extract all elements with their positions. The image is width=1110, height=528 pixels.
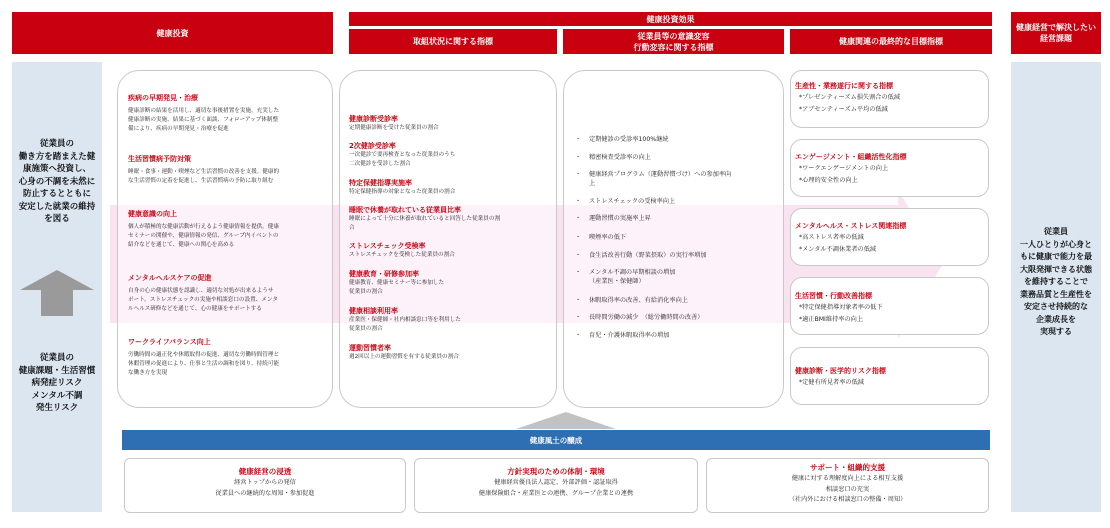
col1-desc: 睡眠によって十分に休養が取れていると回答した従業員の割 合 [349,216,501,231]
col1-title: 2次健診受診率 [349,142,396,150]
col1-desc: 一次健診で要再検査となった従業員のうち 二次健診を受診した割合 [349,152,456,167]
header-right: 健康経営で解決したい経営課題 [1011,12,1101,54]
col1-item [349,178,553,197]
investment-item [128,209,328,250]
col3-box [790,347,989,405]
col1-title: 睡眠で休養が取れている従業員比率 [349,206,461,214]
col2-item: ・ 精密検査受診率の向上 [575,154,651,161]
col2-item-text: 長時間労働の減少 （総労働時間の改善） [589,314,704,321]
col1-title: 健康教育・研修参加率 [349,270,419,278]
foundation-box-title: 方針実現のための体制・環境 [507,467,605,476]
investment-desc: 睡眠・食事・運動・喫煙など生活習慣の改善を支援。健康的 な生活習慣の定着を促進し、生活習慣病の予防に取り組む [128,169,280,184]
header-col2-line1: 従業員等の意識変容 [637,31,710,41]
investment-title: 疾病の早期発見・治療 [128,94,198,102]
col3-bullet: *定健有所見者率の低減 [799,379,864,386]
col2-item: ・ 休暇取得率の改善、有給消化率向上 [575,297,688,304]
col3-box [790,70,989,128]
foundation-box [706,458,989,513]
foundation-box [124,458,406,513]
col1-item [349,141,553,169]
col1-desc: 週2回以上の運動習慣を有する従業員の割合 [349,354,459,360]
foundation-box-desc: 健康経営優良法人認定、外部評価・認証取得 健康保険組合・産業医との連携、グループ企業との連携 [478,479,634,497]
col3-bullet: *適正BMI維持率の向上 [799,316,864,323]
investment-title: 生活習慣病予防対策 [128,155,191,163]
investment-item [128,273,328,314]
col1-desc: 定期健康診断を受けた従業員の割合 [349,125,439,131]
col3-title: エンゲージメント・組織活性化指標 [795,153,907,161]
header-col2 [563,29,784,54]
col1-item [349,241,553,260]
investment-title: 健康意識の向上 [128,210,177,218]
foundation-box [414,458,698,513]
col2-item-text: メンタル不調の早期相談の増加 （産業医・保健師） [589,269,676,285]
col2-item: ・ 健康経営プログラム（運動習慣づけ）への参加率向 上 [575,171,732,187]
investment-desc: 個人が積極的な健康活動が行えるよう健康情報を提供。健康 セミナーの開催や、健康情報の発信、グループ内イベントの 紹介などを通じて、健康への関心を高める [128,224,280,248]
col3-bullet: *ワークエンゲージメントの向上 [799,165,889,172]
col1-title: 運動習慣者率 [349,344,391,352]
investment-title: メンタルヘルスケアの促進 [128,274,212,282]
header-effect: 健康投資効果 [349,12,992,26]
col3-box [790,139,989,197]
investment-title: ワークライフバランス向上 [128,338,211,346]
col2-item-text: 運動習慣の実施率上昇 [589,215,651,222]
foundation-box-title: サポート・組織的支援 [810,463,885,472]
foundation-triangle [516,412,616,429]
foundation-bar: 健康風土の醸成 [122,430,990,450]
investment-desc: 健康診断の結果を活用し、適切な事後措置を実施。充実した 健康診断の実施、結果に基づく面談、フォローアップ体制整 備により、疾病の早期発見・治療を促進 [128,108,280,132]
col1-item [349,269,553,297]
right-panel-text: 従業員 一人ひとりが心身と もに健康で能力を最 大限発揮できる状態 を維持することで 業務品質と生産性を 安定させ持続的な 企業成長を 実現する [1020,227,1092,336]
col2-item: ・ メンタル不調の早期相談の増加 （産業医・保健師） [575,269,676,285]
col3-bullet: *メンタル不調休業者の低減 [799,246,877,253]
col2-item-text: 育児・介護休暇取得率の増加 [589,332,670,339]
col2-item-text: 定期健診の受診率100%継続 [589,136,669,143]
col3-bullet: *プレゼンティーズム損失割合の低減 [799,94,901,101]
col3-box [790,208,989,266]
left-panel-top-text: 従業員の 働き方を踏まえた健 康施策へ投資し、 心身の不調を未然に 防止するとともに 安定した就業の維持 を図る [18,139,96,224]
col1-desc: 健康教育、健康セミナー等に参加した 従業員の割合 [349,280,445,295]
col3-bullet: *高ストレス者率の低減 [799,234,864,241]
col2-item: ・ ストレスチェックの受検率向上 [575,198,676,205]
col2-item-text: 喫煙率の低下 [589,234,627,241]
col1-title: 健康相談利用率 [349,307,398,315]
investment-desc: 労働時間の適正化や休暇取得の促進、適切な労働時間管理と 休暇管理の促進により、仕事と生活の調和を図り、持続可能 な働き方を実現 [128,352,280,376]
investment-item [128,154,328,186]
col1-item [349,306,553,334]
col1-title: 健康診断受診率 [349,115,398,123]
col1-title: ストレスチェック受検率 [349,242,426,250]
foundation-box-desc: 経営トップからの発信 従業員への継続的な周知・参加促進 [215,479,315,497]
col3-bullet: *アブセンティーズム平均の低減 [799,106,888,113]
header-col2-line2: 行動変容に関する指標 [633,42,714,52]
header-col1: 取組状況に関する指標 [349,29,557,54]
header-col3: 健康関連の最終的な目標指標 [790,29,992,54]
col1-item [349,114,553,133]
header-investment: 健康投資 [12,12,333,54]
col1-item [349,205,553,233]
col3-bullet: *心理的安全性の向上 [799,177,858,184]
foundation-box-title: 健康経営の浸透 [238,467,292,476]
col2-item-text: 休暇取得率の改善、有給消化率向上 [589,297,688,304]
col2-item: ・ 食生活改善行動（野菜摂取）の実行率増加 [575,252,707,259]
col3-title: メンタルヘルス・ストレス関連指標 [795,222,907,230]
col1-desc: ストレスチェックを受検した従業員の割合 [349,252,455,258]
col2-item: ・ 育児・介護休暇取得率の増加 [575,332,670,339]
col3-title: 健康診断・医学的リスク指標 [795,367,886,375]
investment-item [128,337,328,378]
col3-title: 生活習慣・行動改善指標 [795,292,872,300]
col1-item [349,343,553,362]
investment-item [128,93,328,134]
col2-item-text: ストレスチェックの受検率向上 [589,198,676,205]
left-panel-bottom-text: 従業員の 健康課題・生活習慣 病発症リスク メンタル不調 発生リスク [18,353,96,413]
up-arrow-icon [20,270,94,290]
col3-box [790,277,989,335]
investment-desc: 自身の心の健康状態を認識し、適切な対処が出来るようサ ポート。ストレスチェックの実施や相談窓口の設置、メンタ ルヘルス研修などを通じて、心の健康をサポートする [128,288,278,312]
col2-item: ・ 運動習慣の実施率上昇 [575,215,651,222]
col2-item-text: 健康経営プログラム（運動習慣づけ）への参加率向 上 [589,171,732,187]
col1-desc: 産業医・保健師・社内相談窓口等を利用した 従業員の割合 [349,317,461,332]
col2-item-text: 精密検査受診率の向上 [589,154,651,161]
up-arrow-stem [41,290,73,316]
foundation-box-desc: 健康に対する理解度向上による相互支援 相談窓口の充実 （社内外における相談窓口の整備・周知） [788,475,907,503]
col2-item: ・ 喫煙率の低下 [575,234,627,241]
col2-item-text: 食生活改善行動（野菜摂取）の実行率増加 [589,252,707,259]
col1-desc: 特定保健指導の対象となった従業員の割合 [349,189,456,195]
col2-item: ・ 長時間労働の減少 （総労働時間の改善） [575,314,704,321]
col3-title: 生産性・業務遂行に関する指標 [795,82,893,90]
col2-item: ・ 定期健診の受診率100%継続 [575,136,669,143]
col1-title: 特定保健指導実施率 [349,179,412,187]
col3-bullet: *特定保健指導対象者率の低下 [799,304,883,311]
